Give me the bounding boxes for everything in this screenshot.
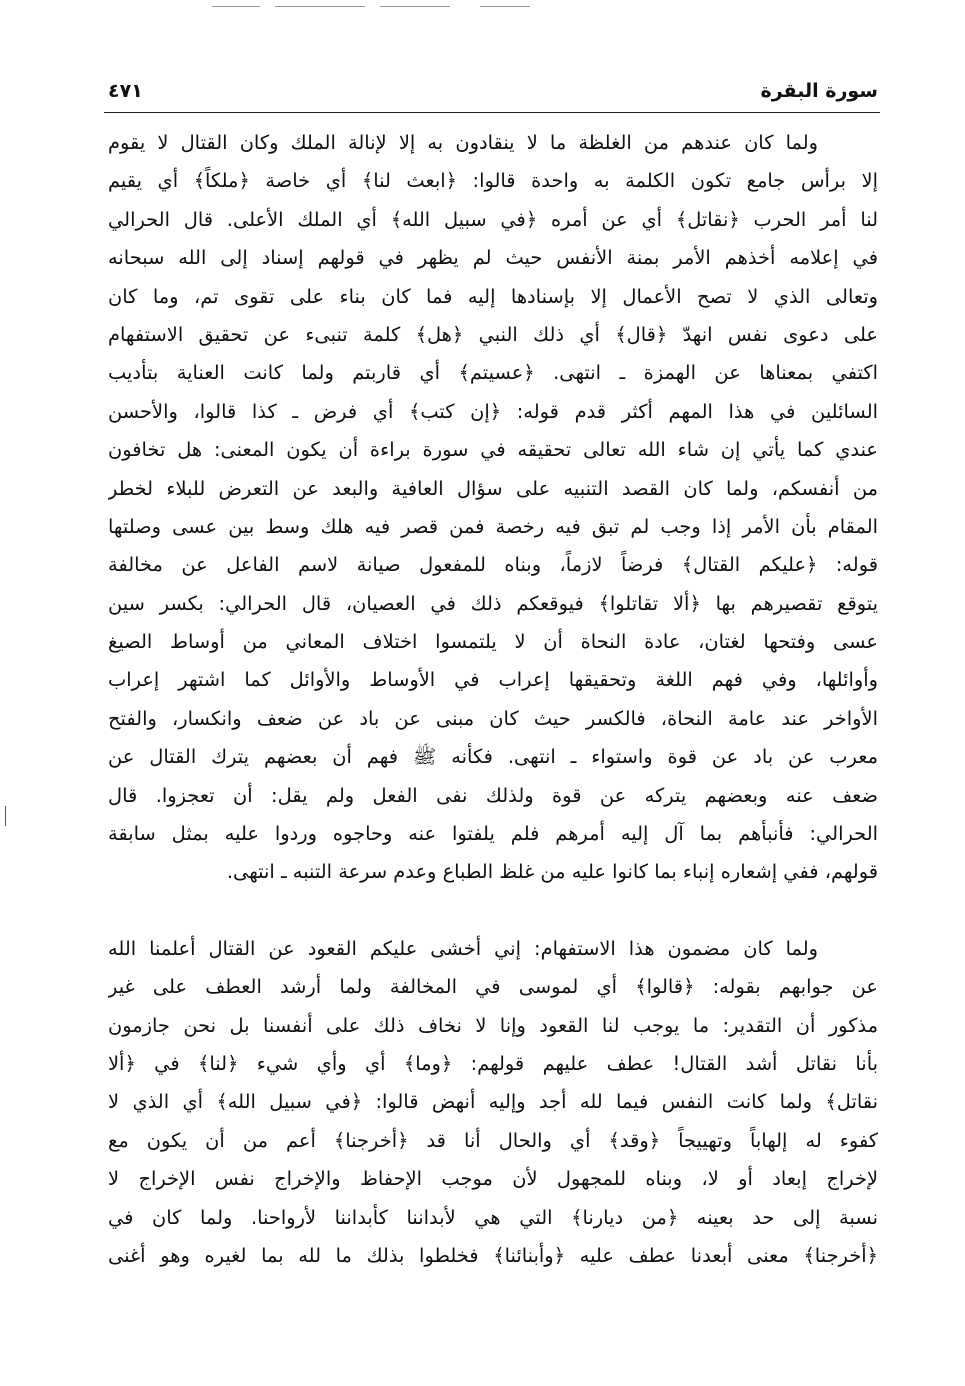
text-line: عن جوابهم بقوله: ﴿قالوا﴾ أي لموسى في المخالفة ولما أرشد العطف على غير [108, 975, 878, 999]
text-line: ضعف عنه وبعضهم يتركه عن قوة ولذلك نفى الفعل ولم يقل: أن تعجزوا. قال [108, 783, 878, 807]
scan-top-marks [200, 6, 560, 8]
text-line: مذكور أن التقدير: ما يوجب لنا القعود وإنا لا نخاف ذلك على أنفسنا بل نحن جازمون [108, 1013, 878, 1037]
text-line: السائلين في هذا المهم أكثر قدم قوله: ﴿إن كتب﴾ أي فرض ـ كذا قالوا، والأحسن [108, 399, 878, 423]
text-line: يتوقع تقصيرهم بها ﴿ألا تقاتلوا﴾ فيوقعكم ذلك في العصيان، قال الحرالي: بكسر سين [108, 591, 878, 615]
paragraph-gap [108, 892, 878, 930]
text-line: المقام بأن الأمر إذا وجب لم تبق فيه رخصة فمن قصر فيه هلك وسط بين عسى وصلتها [108, 514, 878, 538]
text-line: من أنفسكم، ولما كان القصد التنبيه على سؤال العافية والبعد عن التعرض للبلاء لخطر [108, 476, 878, 500]
text-line: على دعوى نفس انهدّ ﴿قال﴾ أي ذلك النبي ﴿هل﴾ كلمة تنبىء عن تحقيق الاستفهام [108, 322, 878, 346]
surah-name: سورة البقرة [760, 80, 878, 102]
text-line: قولهم، ففي إشعاره إنباء بما كانوا عليه من غلظ الطباع وعدم سرعة التنبه ـ انتهى. [226, 860, 878, 884]
text-line: الأواخر عند عامة النحاة، فالكسر حيث كان مبنى عن باد عن ضعف وانكسار، والفتح [108, 706, 878, 730]
text-line: ﴿أخرجنا﴾ معنى أبعدنا عطف عليه ﴿وأبنائنا﴾ فخلطوا بذلك ما لله بما لغيره وهو أغنى [108, 1243, 878, 1267]
text-line: قوله: ﴿عليكم القتال﴾ فرضاً لازماً، وبناه للمفعول صيانة لاسم الفاعل عن مخالفة [108, 553, 878, 577]
text-line: إلا برأس جامع تكون الكلمة به واحدة قالوا: ﴿ابعث لنا﴾ أي خاصة ﴿ملكاً﴾ أي يقيم [108, 169, 878, 193]
text-line: ولما كان مضمون هذا الاستفهام: إني أخشى عليكم القعود عن القتال أعلمنا الله [108, 936, 818, 960]
text-line: نسبة إلى حد بعينه ﴿من ديارنا﴾ التي هي لأبداننا كأبداننا لأرواحنا. ولما كان في [108, 1205, 878, 1229]
page-number: ٤٧١ [108, 80, 143, 102]
text-line: في إعلامه أخذهم الأمر بمنة الأنفس حيث لم يظهر في قولهم إسناد إلى الله سبحانه [108, 246, 878, 270]
scan-margin-mark [5, 806, 6, 826]
text-line: معرب عن باد عن قوة واستواء ـ انتهى. فكأنه ﷺ فهم أن بعضهم يترك القتال عن [108, 745, 878, 769]
page-header [108, 78, 878, 108]
text-line: عسى وفتحها لغتان، عادة النحاة أن لا يلتمسوا اختلاف المعاني من أوساط الصيغ [108, 630, 878, 654]
text-line: ولما كان عندهم من الغلظة ما لا ينقادون به إلا لإنالة الملك وكان القتال لا يقوم [108, 131, 818, 154]
header-rule [104, 112, 880, 113]
text-line: اكتفي بمعناها عن الهمزة ـ انتهى. ﴿عسيتم﴾ أي قاربتم ولما كانت العناية بتأديب [108, 361, 878, 385]
text-line: عندي كما يأتي إن شاء الله تعالى تحقيقه في سورة براءة أن يكون المعنى: هل تخافون [108, 438, 878, 462]
page-body [108, 124, 878, 1275]
text-line: لإخراج إبعاد أو لا، وبناه للمجهول لأن موجب الإحفاظ والإخراج نفس الإخراج لا [108, 1167, 878, 1191]
text-line: بأنا نقاتل أشد القتال! عطف عليهم قولهم: ﴿وما﴾ أي وأي شيء ﴿لنا﴾ في ﴿ألا [108, 1051, 878, 1075]
text-line: الحرالي: فأنبأهم بما آل إليه أمرهم فلم يلفتوا عنه وحاجوه وردوا عليه بمثل سابقة [108, 822, 878, 846]
text-line: كفوء له إلهاباً وتهييجاً ﴿وقد﴾ أي والحال أنا قد ﴿أخرجنا﴾ أعم من أن يكون مع [108, 1128, 878, 1152]
text-line: وتعالى الذي لا تصح الأعمال إلا بإسنادها إليه فما كان بناء على تقوى تم، وما كان [108, 284, 878, 308]
paragraph-1 [108, 124, 878, 892]
paragraph-2 [108, 930, 878, 1276]
text-line: لنا أمر الحرب ﴿نقاتل﴾ أي عن أمره ﴿في سبيل الله﴾ أي الملك الأعلى. قال الحرالي [108, 207, 878, 231]
text-line: وأوائلها، وفي فهم اللغة وتحقيقها إعراب في الأوساط والأوائل كما اشتهر إعراب [108, 668, 878, 692]
text-line: نقاتل﴾ ولما كانت النفس فيما لله أجد وإليه أنهض قالوا: ﴿في سبيل الله﴾ أي الذي لا [108, 1090, 878, 1114]
